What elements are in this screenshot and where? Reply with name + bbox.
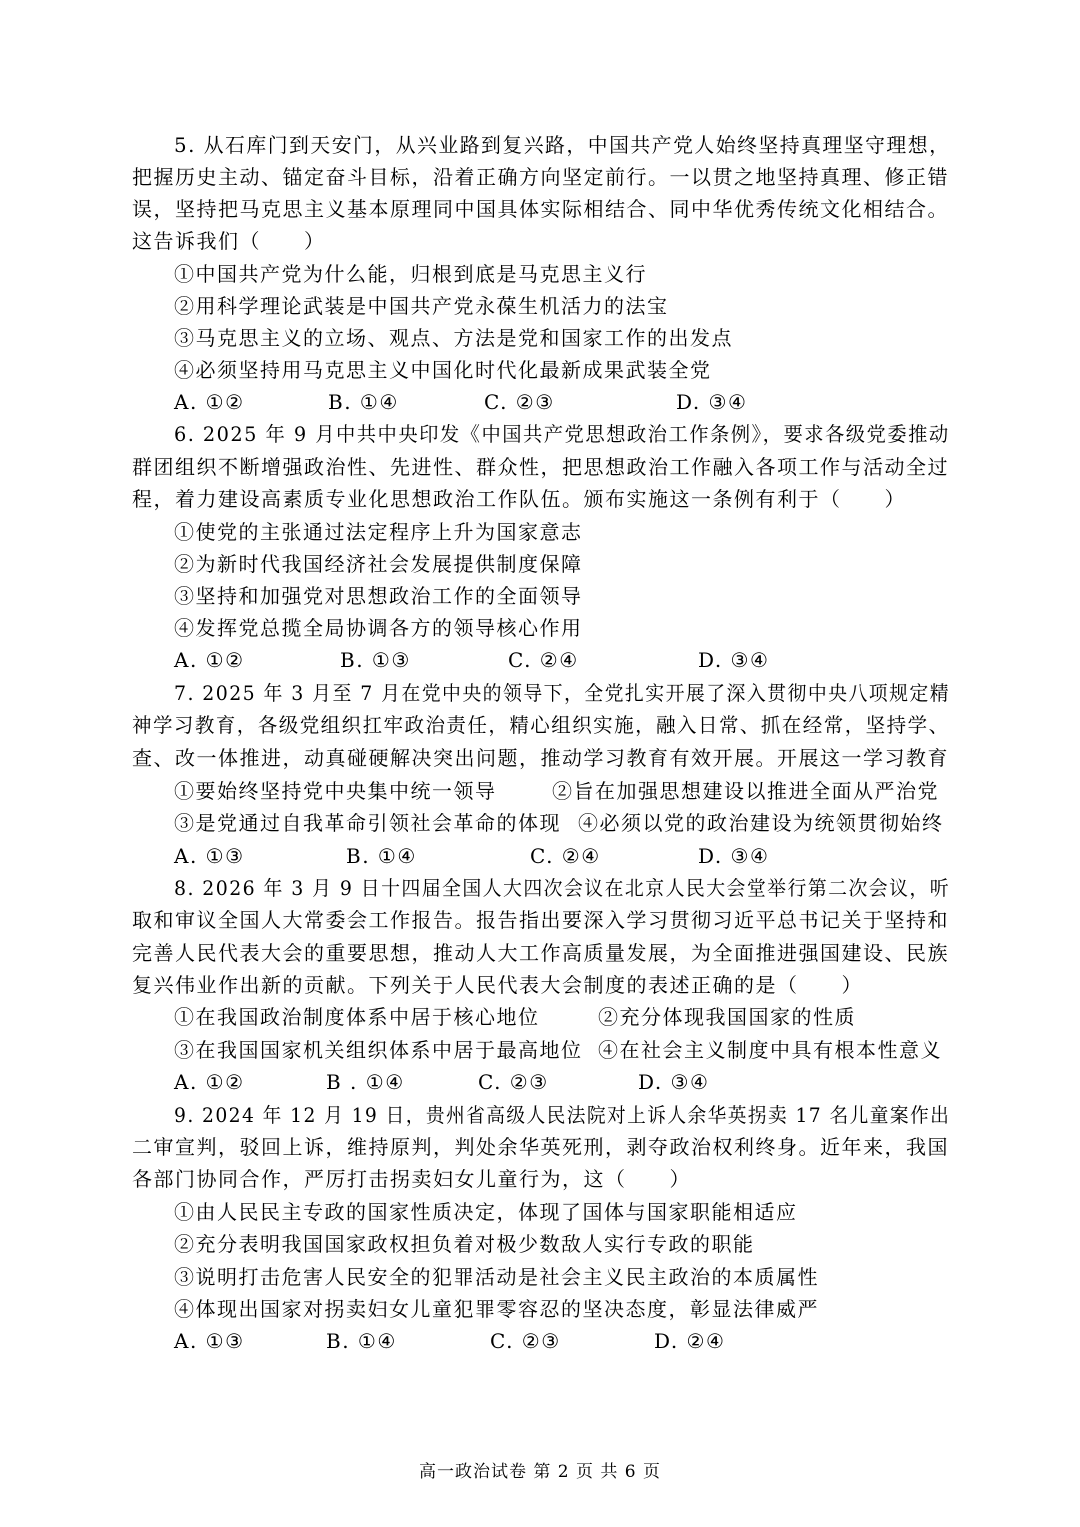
question-7-statement-row: [0, 779, 1080, 803]
choice-c[interactable]: C. ②③: [478, 1070, 549, 1094]
question-9-stem-line: 9. 2024 年 12 月 19 日，贵州省高级人民法院对上诉人余华英拐卖 17 名儿童案作出: [174, 1103, 951, 1127]
choice-c[interactable]: C. ②③: [484, 390, 555, 414]
choice-d[interactable]: D. ③④: [676, 390, 748, 414]
question-5-statement: ④必须坚持用马克思主义中国化时代化最新成果武装全党: [174, 358, 712, 382]
question-7-stem-line: 神学习教育，各级党组织扛牢政治责任，精心组织实施，融入日常、抓在经常，坚持学、: [132, 713, 950, 737]
choice-d[interactable]: D. ②④: [654, 1329, 726, 1353]
choice-a[interactable]: A. ①③: [174, 1329, 245, 1353]
question-5-statement: ①中国共产党为什么能，归根到底是马克思主义行: [174, 262, 647, 286]
question-7-statement: ④必须以党的政治建设为统领贯彻始终: [578, 811, 944, 835]
question-7-statement: ②旨在加强思想建设以推进全面从严治党: [552, 779, 939, 803]
question-6-statement: ①使党的主张通过法定程序上升为国家意志: [174, 520, 583, 544]
choice-c[interactable]: C. ②④: [530, 844, 601, 868]
question-5-choices: [0, 390, 1080, 414]
question-6-stem-line: 6. 2025 年 9 月中共中央印发《中国共产党思想政治工作条例》，要求各级党委推动: [174, 422, 950, 446]
question-7-stem-line: 7. 2025 年 3 月至 7 月在党中央的领导下，全党扎实开展了深入贯彻中央八项规定精: [174, 681, 951, 705]
question-5-stem-line: 误，坚持把马克思主义基本原理同中国具体实际相结合、同中华优秀传统文化相结合。: [132, 197, 949, 221]
question-7-choices: [0, 844, 1080, 868]
question-7-statement-row: [0, 811, 1080, 835]
choice-d[interactable]: D. ③④: [638, 1070, 710, 1094]
question-6-choices: [0, 648, 1080, 672]
question-5-statement: ③马克思主义的立场、观点、方法是党和国家工作的出发点: [174, 326, 733, 350]
question-9-statement: ④体现出国家对拐卖妇女儿童犯罪零容忍的坚决态度，彰显法律威严: [174, 1297, 819, 1321]
choice-a[interactable]: A. ①②: [174, 648, 245, 672]
choice-a[interactable]: A. ①②: [174, 390, 245, 414]
question-5-statement: ②用科学理论武装是中国共产党永葆生机活力的法宝: [174, 294, 669, 318]
question-6-stem-line: 群团组织不断增强政治性、先进性、群众性，把思想政治工作融入各项工作与活动全过: [132, 455, 949, 479]
question-8-stem-line: 8. 2026 年 3 月 9 日十四届全国人大四次会议在北京人民大会堂举行第二次会议，听: [174, 876, 951, 900]
choice-a[interactable]: A. ①②: [174, 1070, 245, 1094]
choice-b[interactable]: B . ①④: [326, 1070, 405, 1094]
question-8-stem-line: 完善人民代表大会的重要思想，推动人大工作高质量发展，为全面推进强国建设、民族: [132, 941, 949, 965]
question-7-statement: ①要始终坚持党中央集中统一领导: [174, 779, 497, 803]
question-5-stem-line: 把握历史主动、锚定奋斗目标，沿着正确方向坚定前行。一以贯之地坚持真理、修正错: [132, 165, 949, 189]
question-8-statement: ①在我国政治制度体系中居于核心地位: [174, 1005, 540, 1029]
question-6-statement: ④发挥党总揽全局协调各方的领导核心作用: [174, 616, 583, 640]
page-footer: 高一政治试卷 第 2 页 共 6 页: [418, 1462, 662, 1482]
question-9-statement: ②充分表明我国国家政权担负着对极少数敌人实行专政的职能: [174, 1232, 755, 1256]
choice-c[interactable]: C. ②④: [508, 648, 579, 672]
question-8-stem-line: 复兴伟业作出新的贡献。下列关于人民代表大会制度的表述正确的是（ ）: [132, 973, 863, 997]
question-8-statement: ③在我国国家机关组织体系中居于最高地位: [174, 1038, 583, 1062]
choice-a[interactable]: A. ①③: [174, 844, 245, 868]
question-6-statement: ③坚持和加强党对思想政治工作的全面领导: [174, 584, 583, 608]
choice-b[interactable]: B. ①③: [340, 648, 411, 672]
question-8-statement: ④在社会主义制度中具有根本性意义: [598, 1038, 942, 1062]
question-9-statement: ①由人民民主专政的国家性质决定，体现了国体与国家职能相适应: [174, 1200, 798, 1224]
choice-d[interactable]: D. ③④: [698, 844, 770, 868]
question-5-stem-line: 5. 从石库门到天安门，从兴业路到复兴路，中国共产党人始终坚持真理坚守理想，: [174, 133, 951, 157]
question-8-choices: [0, 1070, 1080, 1094]
question-8-statement-row: [0, 1005, 1080, 1029]
choice-b[interactable]: B. ①④: [346, 844, 417, 868]
question-6-statement: ②为新时代我国经济社会发展提供制度保障: [174, 552, 583, 576]
question-8-stem-line: 取和审议全国人大常委会工作报告。报告指出要深入学习贯彻习近平总书记关于坚持和: [132, 908, 949, 932]
question-9-stem-line: 各部门协同合作，严厉打击拐卖妇女儿童行为，这（ ）: [132, 1167, 691, 1191]
question-6-stem-line: 程，着力建设高素质专业化思想政治工作队伍。颁布实施这一条例有利于（ ）: [132, 487, 906, 511]
question-5-stem-line: 这告诉我们（ ）: [132, 229, 326, 253]
choice-b[interactable]: B. ①④: [326, 1329, 397, 1353]
question-7-stem-line: 查、改一体推进，动真碰硬解决突出问题，推动学习教育有效开展。开展这一学习教育: [132, 746, 949, 770]
question-8-statement-row: [0, 1038, 1080, 1062]
question-8-statement: ②充分体现我国国家的性质: [598, 1005, 856, 1029]
question-9-stem-line: 二审宣判，驳回上诉，维持原判，判处余华英死刑，剥夺政治权利终身。近年来，我国: [132, 1135, 949, 1159]
choice-d[interactable]: D. ③④: [698, 648, 770, 672]
question-9-statement: ③说明打击危害人民安全的犯罪活动是社会主义民主政治的本质属性: [174, 1265, 819, 1289]
choice-c[interactable]: C. ②③: [490, 1329, 561, 1353]
question-9-choices: [0, 1329, 1080, 1353]
choice-b[interactable]: B. ①④: [328, 390, 399, 414]
question-7-statement: ③是党通过自我革命引领社会革命的体现: [174, 811, 561, 835]
